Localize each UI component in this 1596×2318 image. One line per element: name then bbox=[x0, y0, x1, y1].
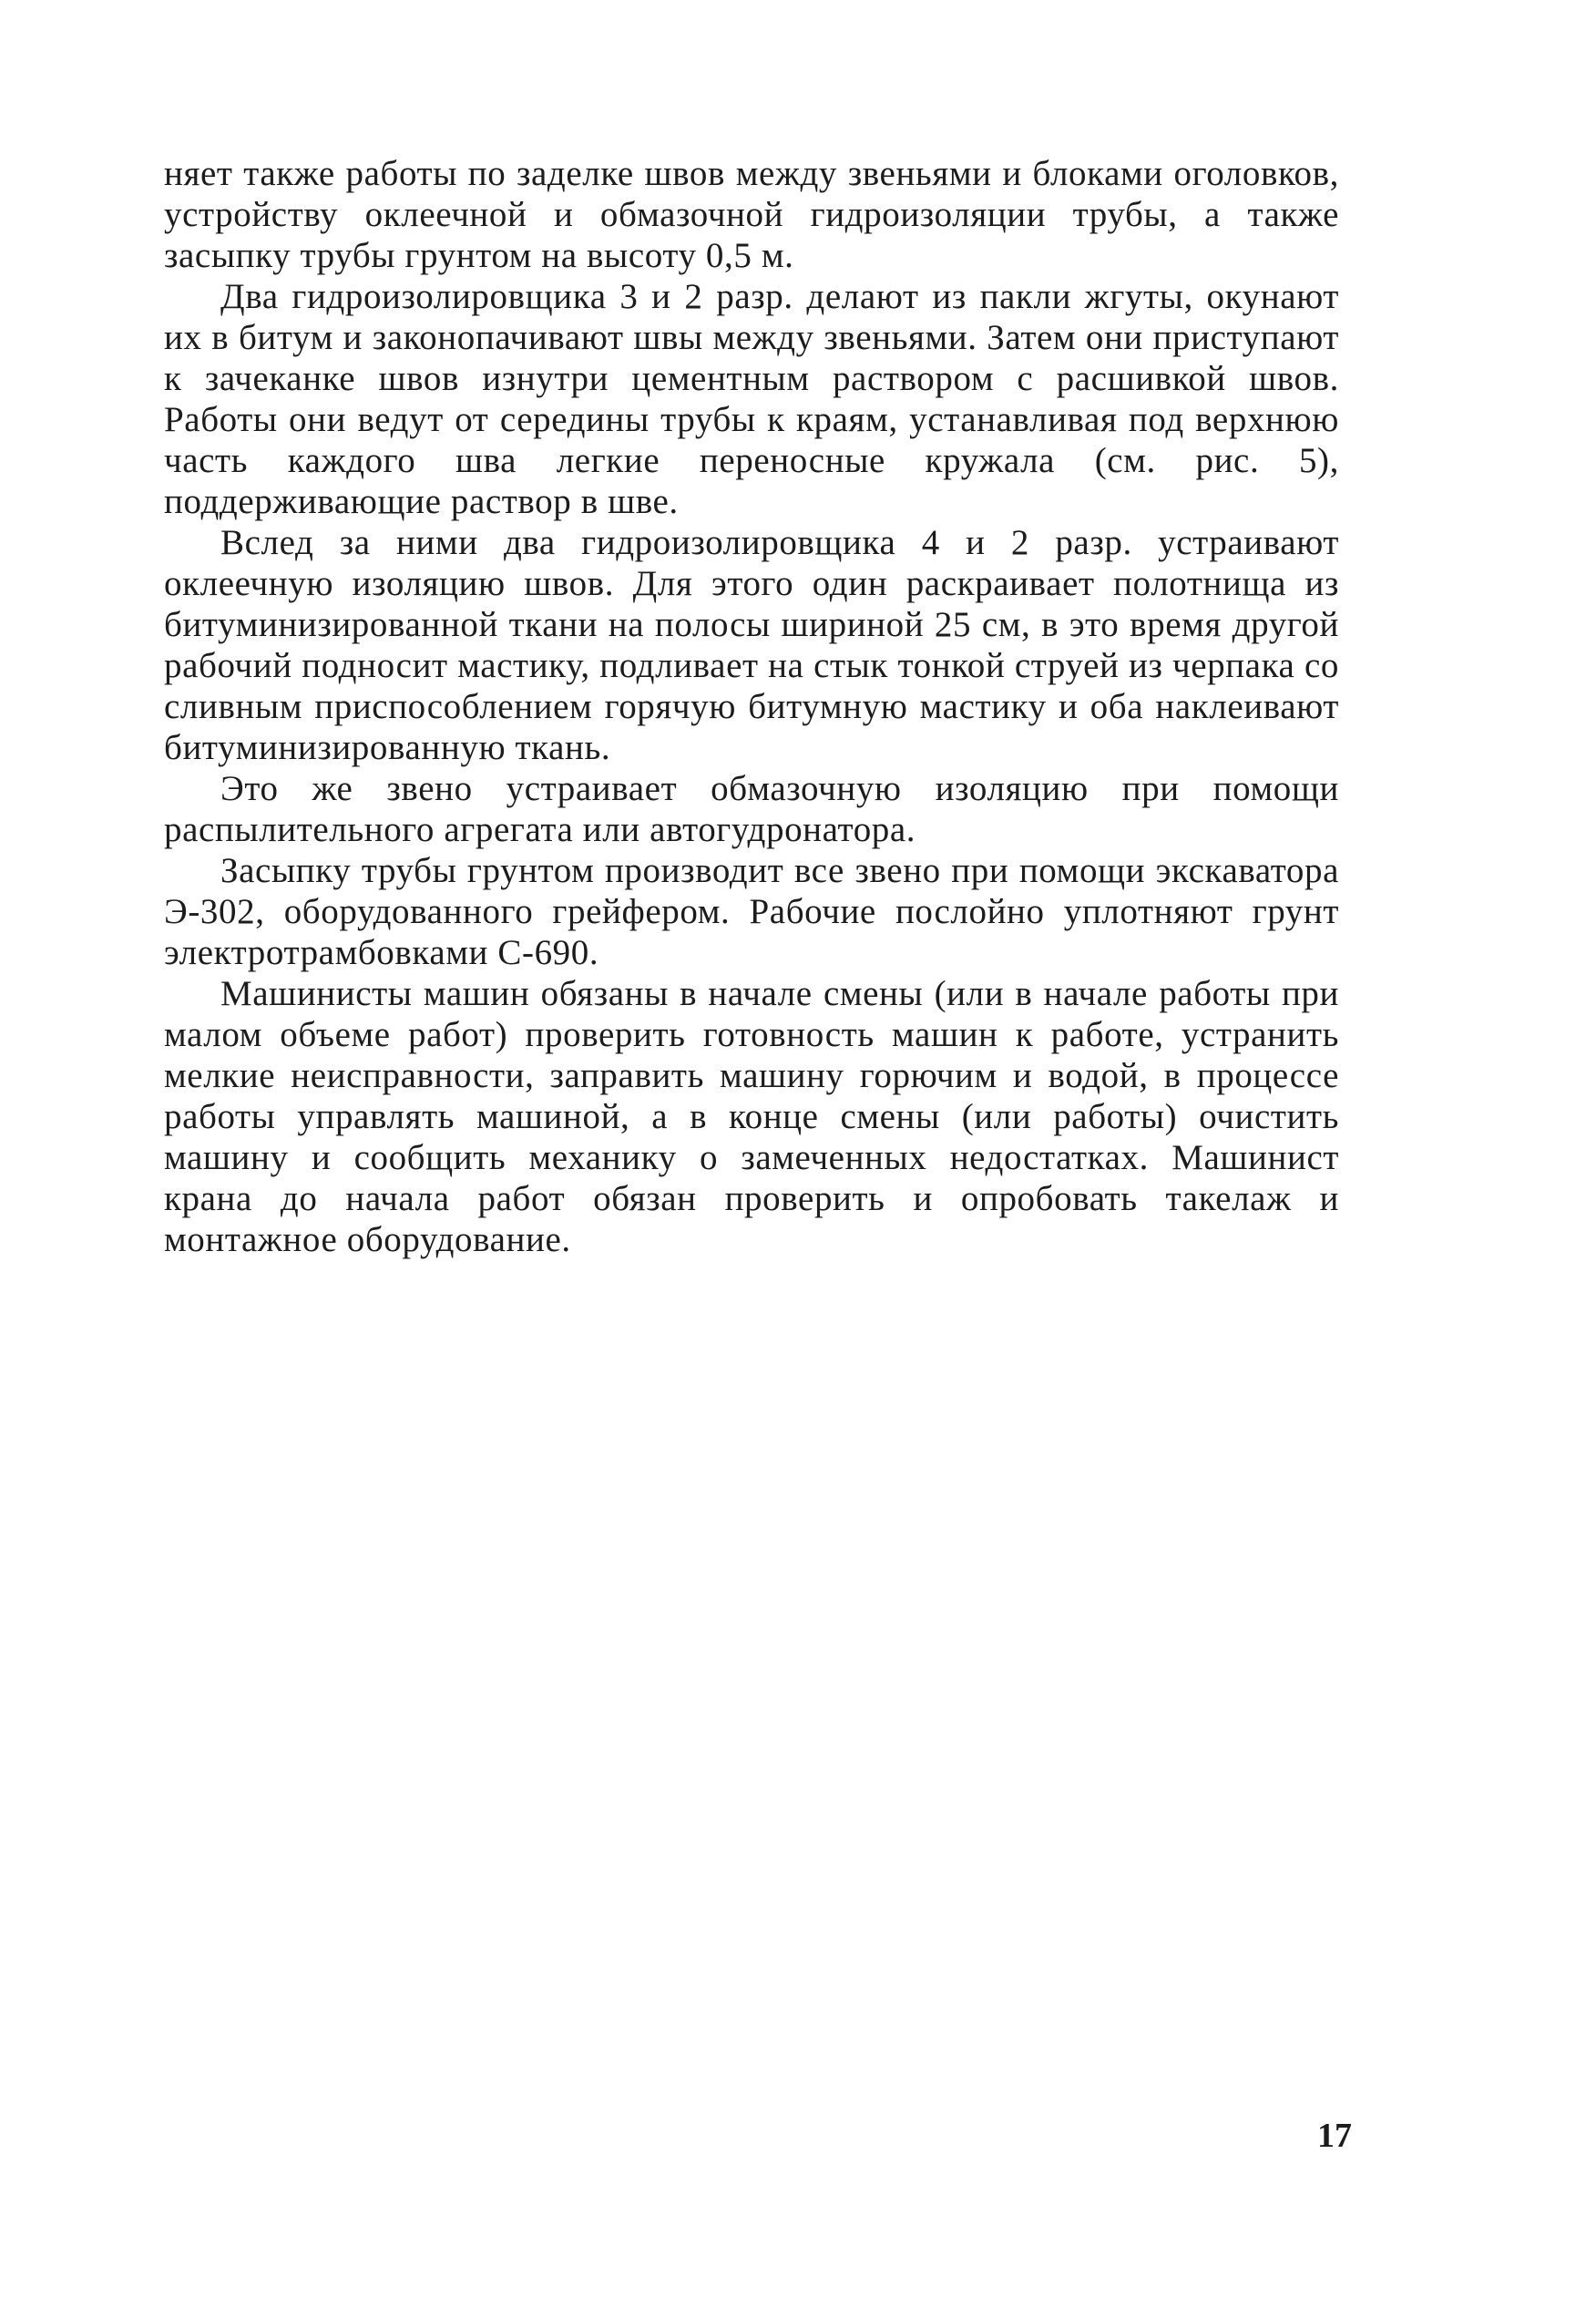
paragraph-glued-insulation: Вслед за ними два гидроизолировщика 4 и 2 разр. устраивают оклеечную изоляцию швов. Для этого один раскраивает полотнища из битуминизированной ткани на полосы шириной 25 см, в это время другой рабочий подносит мастику, подливает на стык тонкой струей из черпака со сливным приспособлением горячую битумную мастику и оба наклеивают битуминизированную ткань. bbox=[164, 523, 1339, 767]
paragraph-caulking: Два гидроизолировщика 3 и 2 разр. делают из пакли жгуты, окунают их в битум и законопачивают швы между звеньями. Затем они приступают к зачеканке швов изнутри цементным раствором с расшивкой швов. Работы они ведут от середины трубы к краям, устанавливая под верхнюю часть каждого шва легкие переносные кружала (см. рис. 5), поддерживающие раствор в шве. bbox=[164, 277, 1339, 521]
page-number: 17 bbox=[1317, 2117, 1352, 2155]
body-text bbox=[164, 153, 1339, 1260]
paragraph-operators: Машинисты машин обязаны в начале смены (или в начале работы при малом объеме работ) проверить готовность машин к работе, устранить мелкие неисправности, заправить машину горючим и водой, в процессе работы управлять машиной, а в конце смены (или работы) очистить машину и сообщить механику о замеченных недостатках. Машинист крана до начала работ обязан проверить и опробовать такелаж и монтажное оборудование. bbox=[164, 974, 1339, 1259]
paragraph-backfill: Засыпку трубы грунтом производит все звено при помощи экскаватора Э-302, оборудованного грейфером. Рабочие послойно уплотняют грунт электротрамбовками С-690. bbox=[164, 851, 1339, 972]
paragraph-continuation: няет также работы по заделке швов между звеньями и блоками оголовков, устройству оклеечной и обмазочной гидроизоляции трубы, а также засыпку трубы грунтом на высоту 0,5 м. bbox=[164, 154, 1339, 275]
paragraph-coating-insulation: Это же звено устраивает обмазочную изоляцию при помощи распылительного агрегата или автогудронатора. bbox=[164, 769, 1339, 849]
